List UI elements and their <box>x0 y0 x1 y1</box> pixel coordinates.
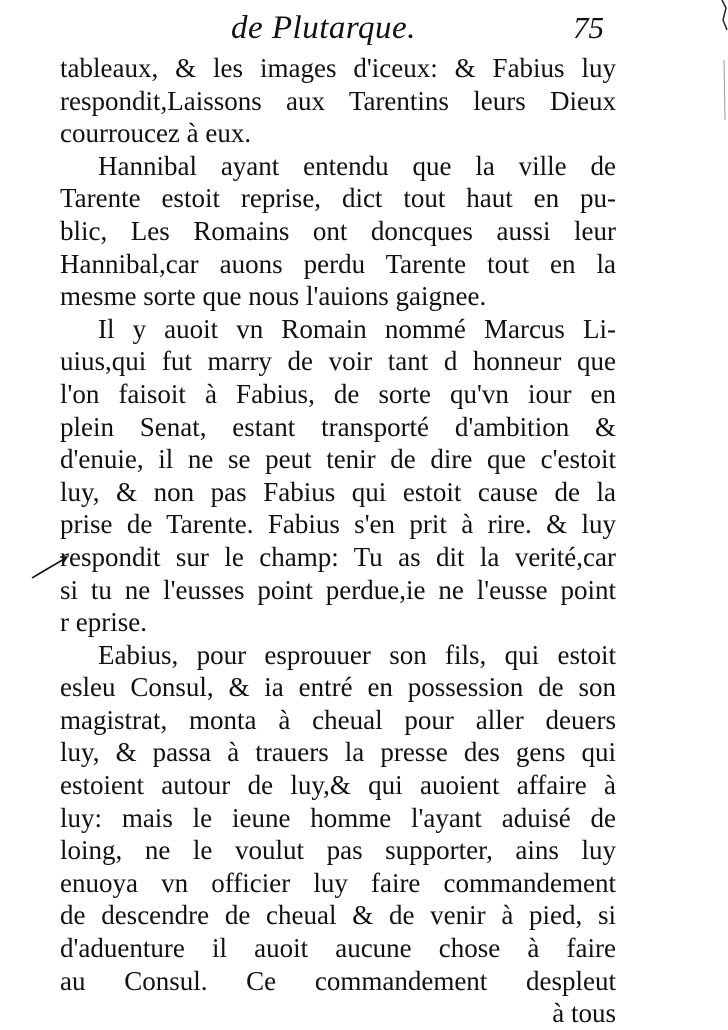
text-line: magistrat, monta à cheual pour aller deuers <box>60 704 616 735</box>
text-line: loing, ne le voulut pas supporter, ains luy <box>60 835 616 866</box>
text-line: luy, & non pas Fabius qui estoit cause de la <box>60 476 616 507</box>
text-line: prise de Tarente. Fabius s'en prit à rire. & luy <box>60 509 616 540</box>
text-line: au Consul. Ce commandement despleut <box>60 965 616 996</box>
paragraph-start-line: Il y auoit vn Romain nommé Marcus Li- <box>98 313 616 344</box>
text-line: Tarente estoit reprise, dict tout haut en pu- <box>60 183 616 214</box>
text-line: luy: mais le ieune homme l'ayant aduisé de <box>60 802 616 833</box>
text-line: si tu ne l'eusses point perdue,ie ne l'eusse point <box>60 574 616 605</box>
text-line: respondit sur le champ: Tu as dit la verité,car <box>60 541 616 572</box>
text-line: de descendre de cheual & de venir à pied, si <box>60 900 616 931</box>
running-head: de Plutarque. <box>231 10 416 46</box>
text-line: r eprise. <box>60 607 147 638</box>
text-line: blic, Les Romains ont doncques aussi leur <box>60 215 616 246</box>
text-line: d'aduenture il auoit aucune chose à faire <box>60 933 616 964</box>
text-line: esleu Consul, & ia entré en possession de son <box>60 672 616 703</box>
page-edge-shadow <box>704 0 728 1029</box>
text-line: respondit,Laissons aux Tarentins leurs Dieux <box>60 85 616 116</box>
text-line: l'on faisoit à Fabius, de sorte qu'vn iour en <box>60 378 616 409</box>
text-line: d'enuie, il ne se peut tenir de dire que c'estoit <box>60 444 616 475</box>
paragraph-start-line: Hannibal ayant entendu que la ville de <box>98 150 616 181</box>
text-line: Hannibal,car auons perdu Tarente tout en la <box>60 248 616 279</box>
text-line: mesme sorte que nous l'auions gaignee. <box>60 281 487 312</box>
text-line: luy, & passa à trauers la presse des gens qui <box>60 737 616 768</box>
text-line: courroucez à eux. <box>60 118 252 149</box>
text-line: uius,qui fut marry de voir tant d honneur que <box>60 346 616 377</box>
text-line: plein Senat, estant transporté d'ambition & <box>60 411 616 442</box>
page-header <box>0 4 728 48</box>
paragraph-start-line: Eabius, pour esprouuer son fils, qui estoit <box>98 639 616 670</box>
catchword: à tous <box>552 998 616 1029</box>
body-text <box>60 52 616 1030</box>
text-line: estoient autour de luy,& qui auoient affaire à <box>60 770 616 801</box>
text-line: tableaux, & les images d'iceux: & Fabius luy <box>60 53 616 83</box>
text-line: enuoya vn officier luy faire commandement <box>60 867 616 898</box>
page-number: 75 <box>573 10 604 45</box>
